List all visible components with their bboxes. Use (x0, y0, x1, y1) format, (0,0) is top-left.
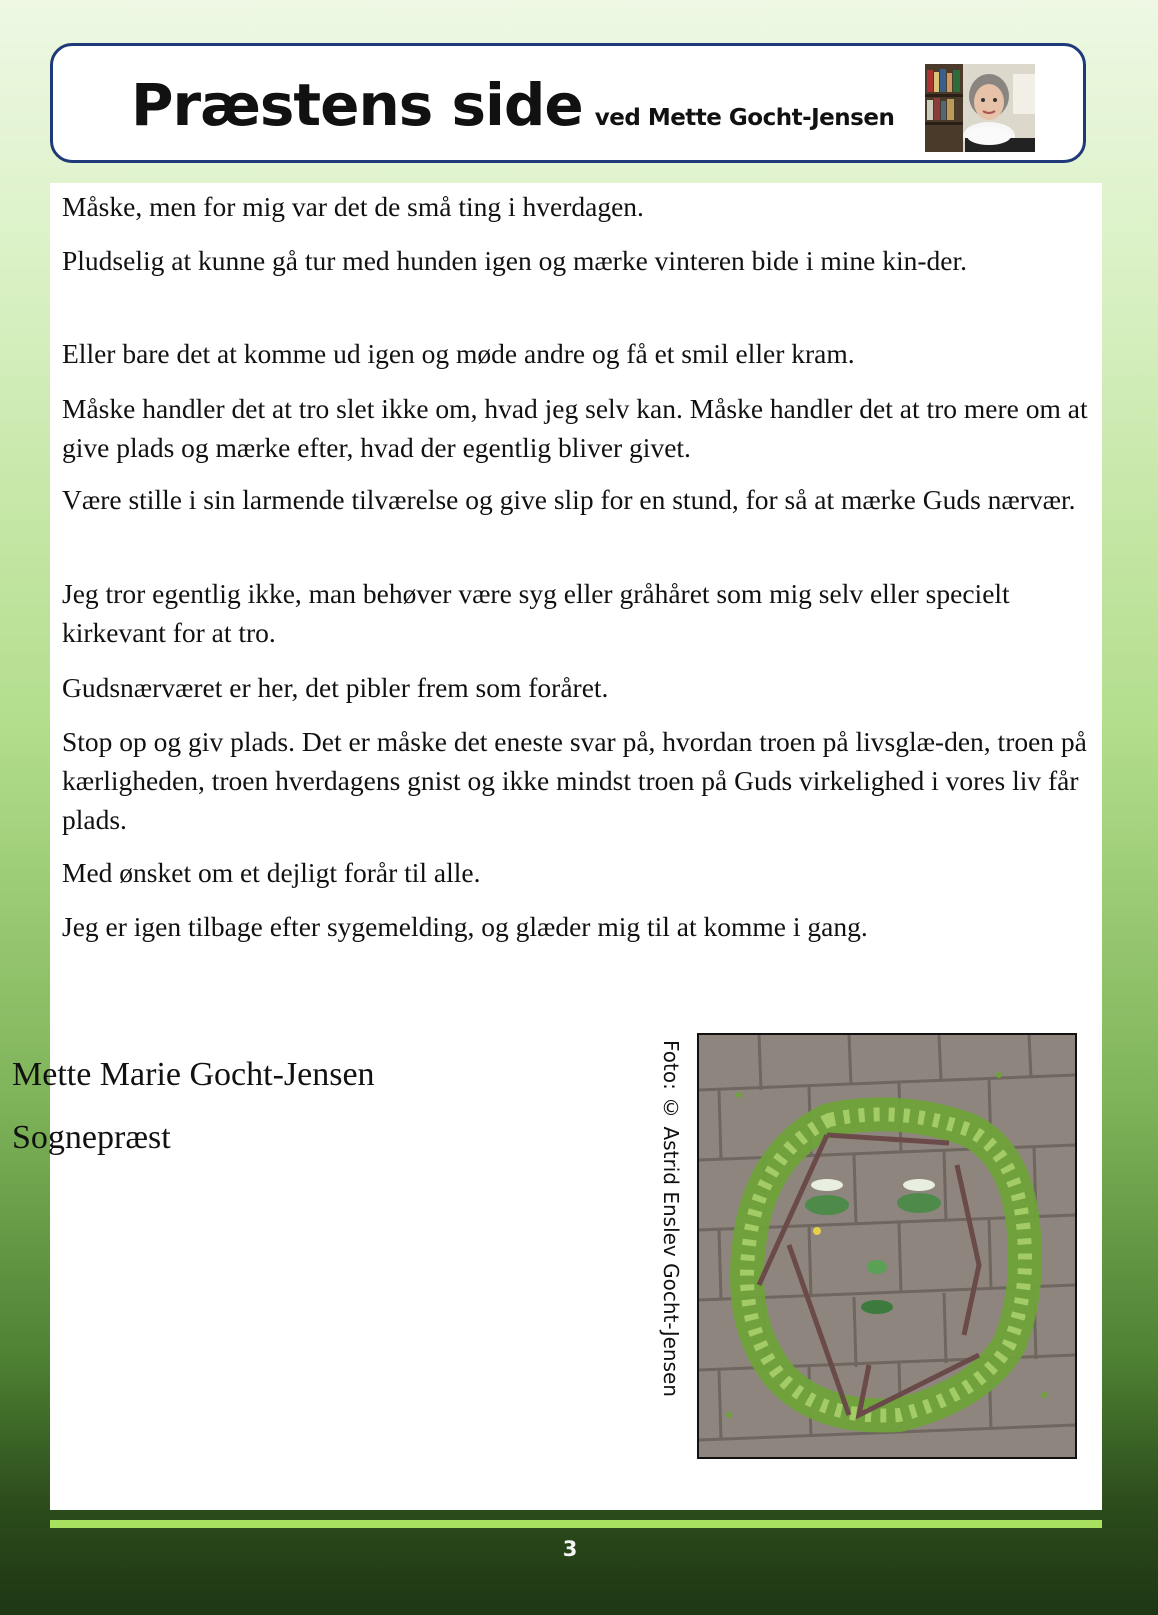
footer-divider (50, 1520, 1102, 1528)
paragraph-5: Være stille i sin larmende tilværelse og give slip for en stund, for så at mærke Guds nærvær. (62, 484, 1076, 515)
photo-credit: Foto: © Astrid Enslev Gocht-Jensen (659, 1040, 683, 1397)
page-number: 3 (562, 1537, 578, 1561)
paragraph-4: Måske handler det at tro slet ikke om, hvad jeg selv kan. Måske handler det at tro mere om at give plads og mærke efter, hvad der egentlig bliver givet. (62, 393, 1088, 463)
paragraph-7: Gudsnærværet er her, det pibler frem som foråret. (62, 672, 609, 703)
paragraph-8: Stop op og giv plads. Det er måske det eneste svar på, hvordan troen på livsglæ-den, troen på kærligheden, troen hverdagens gnist og ikke mindst troen på Guds virkelighed i vores liv får plads. (62, 726, 1087, 835)
signature-name: Mette Marie Gocht-Jensen (12, 1056, 375, 1093)
page-subtitle: ved Mette Gocht-Jensen (594, 105, 895, 131)
author-portrait-image (925, 64, 1035, 152)
page-title-text: Præstens side (131, 71, 583, 139)
paragraph-6: Jeg tror egentlig ikke, man behøver være syg eller gråhåret som mig selv eller specielt kirkevant for at tro. (62, 578, 1010, 648)
paragraph-9: Med ønsket om et dejligt forår til alle. (62, 857, 481, 888)
leaf-face-photo (697, 1033, 1077, 1459)
author-portrait (925, 64, 1035, 152)
paragraph-3: Eller bare det at komme ud igen og møde andre og få et smil eller kram. (62, 338, 855, 369)
header-box (50, 43, 1086, 163)
signature-role: Sognepræst (12, 1119, 171, 1156)
paragraph-1: Måske, men for mig var det de små ting i hverdagen. (62, 191, 644, 222)
page-title (131, 71, 895, 139)
leaf-face-photo-image (699, 1035, 1075, 1457)
paragraph-2: Pludselig at kunne gå tur med hunden igen og mærke vinteren bide i mine kin-der. (62, 245, 968, 276)
paragraph-10: Jeg er igen tilbage efter sygemelding, og glæder mig til at komme i gang. (62, 911, 868, 942)
